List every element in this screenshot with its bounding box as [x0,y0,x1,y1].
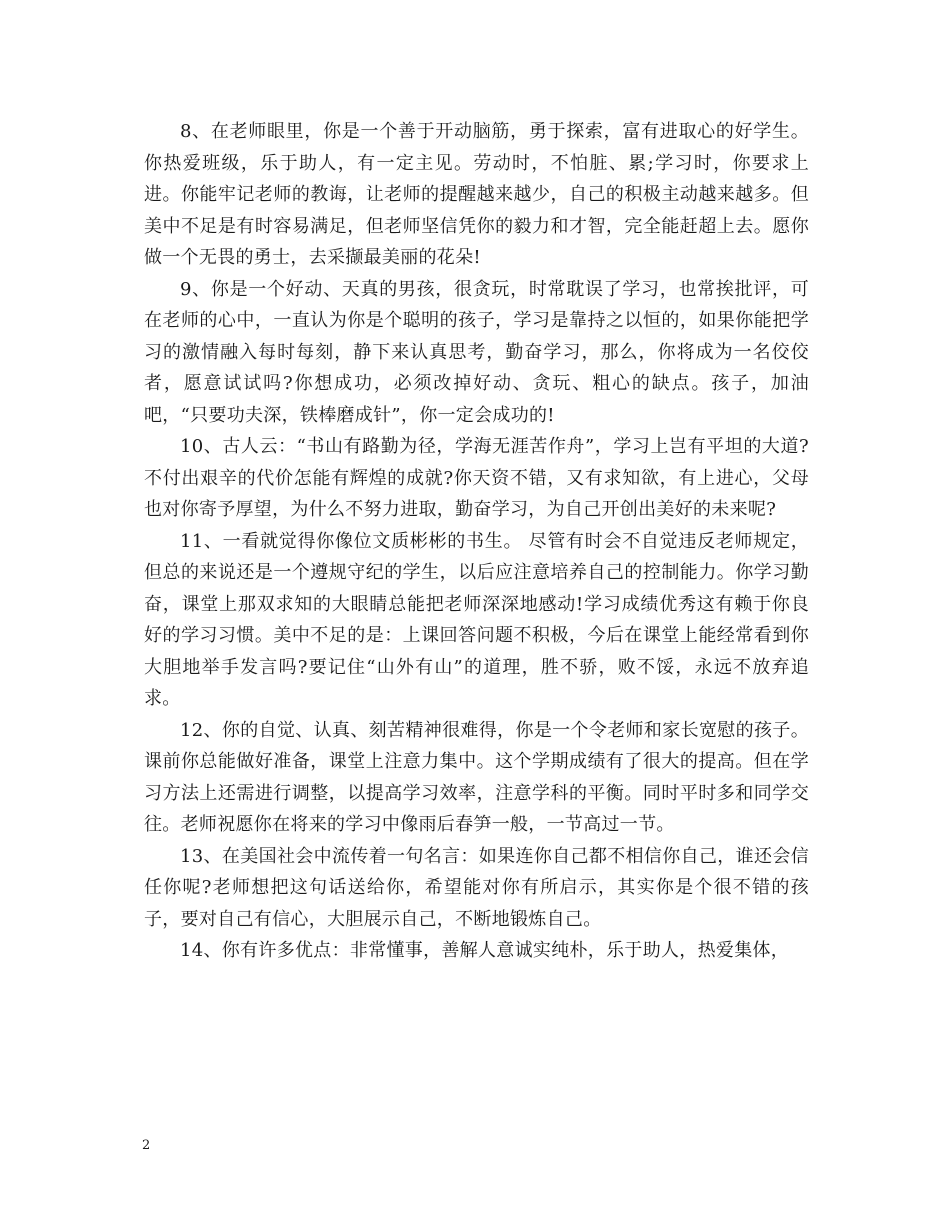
paragraph-12: 12、你的自觉、认真、刻苦精神很难得，你是一个令老师和家长宽慰的孩子。课前你总能做好准备，课堂上注意力集中。这个学期成绩有了很大的提高。但在学习方法上还需进行调整，以提高学习效率，注意学科的平衡。同时平时多和同学交往。老师祝愿你在将来的学习中像雨后春笋一般，一节高过一节。 [144,719,809,835]
paragraph-10: 10、古人云：“书山有路勤为径，学海无涯苦作舟”，学习上岂有平坦的大道?不付出艰辛的代价怎能有辉煌的成就?你天资不错，又有求知欲，有上进心，父母也对你寄予厚望，为什么不努力进取，勤奋学习，为自己开创出美好的未来呢? [144,436,809,520]
paragraph-14: 14、你有许多优点：非常懂事，善解人意诚实纯朴，乐于助人，热爱集体， [180,940,790,961]
document-body [144,116,809,967]
paragraph-9: 9、你是一个好动、天真的男孩，很贪玩，时常耽误了学习，也常挨批评，可在老师的心中，一直认为你是个聪明的孩子，学习是靠持之以恒的，如果你能把学习的激情融入每时每刻，静下来认真思考，勤奋学习，那么，你将成为一名佼佼者，愿意试试吗?你想成功，必须改掉好动、贪玩、粗心的缺点。孩子，加油吧，“只要功夫深，铁棒磨成针”，你一定会成功的! [144,278,809,426]
paragraph-8: 8、在老师眼里，你是一个善于开动脑筋，勇于探索，富有进取心的好学生。你热爱班级，乐于助人，有一定主见。劳动时，不怕脏、累;学习时，你要求上进。你能牢记老师的教诲，让老师的提醒越来越少，自己的积极主动越来越多。但美中不足是有时容易满足，但老师坚信凭你的毅力和才智，完全能赶超上去。愿你做一个无畏的勇士，去采撷最美丽的花朵! [144,121,809,268]
paragraph-13: 13、在美国社会中流传着一句名言：如果连你自己都不相信你自己，谁还会信任你呢?老师想把这句话送给你，希望能对你有所启示，其实你是个很不错的孩子，要对自己有信心，大胆展示自己，不断地锻炼自己。 [144,845,809,930]
paragraph-11: 11、一看就觉得你像位文质彬彬的书生。 尽管有时会不自觉违反老师规定，但总的来说还是一个遵规守纪的学生，以后应注意培养自己的控制能力。你学习勤奋，课堂上那双求知的大眼睛总能把老师深深地感动!学习成绩优秀这有赖于你良好的学习习惯。美中不足的是：上课回答问题不积极，今后在课堂上能经常看到你大胆地举手发言吗?要记住“山外有山”的道理，胜不骄，败不馁，永远不放弃追求。 [144,530,809,709]
page-number: 2 [142,1138,151,1153]
